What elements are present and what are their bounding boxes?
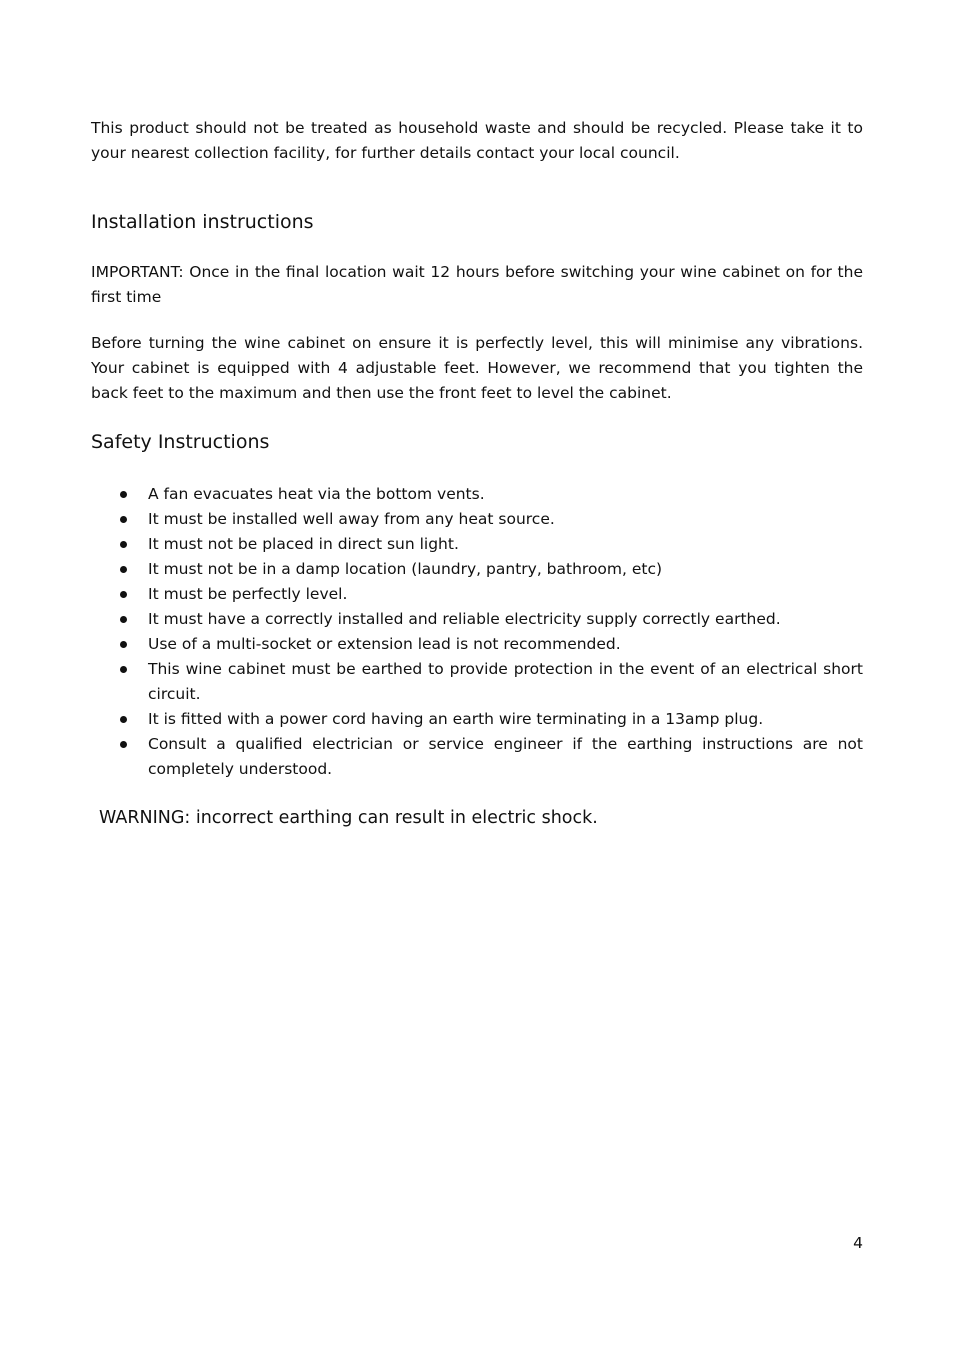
earthing-warning: WARNING: incorrect earthing can result in electric shock.	[99, 808, 598, 828]
bullet-icon	[120, 566, 127, 573]
bullet-icon	[120, 666, 127, 673]
bullet-icon	[120, 741, 127, 748]
list-item: It must be installed well away from any heat source.	[148, 507, 863, 532]
bullet-icon	[120, 591, 127, 598]
installation-heading: Installation instructions	[91, 211, 314, 233]
list-item: It is fitted with a power cord having an earth wire terminating in a 13amp plug.	[148, 707, 863, 732]
bullet-icon	[120, 641, 127, 648]
safety-list	[148, 482, 863, 782]
list-item: A fan evacuates heat via the bottom vents.	[148, 482, 863, 507]
list-item: It must be perfectly level.	[148, 582, 863, 607]
bullet-icon	[120, 616, 127, 623]
safety-heading: Safety Instructions	[91, 431, 270, 453]
bullet-icon	[120, 516, 127, 523]
page-number: 4	[853, 1234, 863, 1252]
list-item: It must not be placed in direct sun light.	[148, 532, 863, 557]
recycling-notice: This product should not be treated as household waste and should be recycled. Please take it to your nearest collection facility, for further details contact your local council.	[91, 119, 863, 162]
list-item: Use of a multi-socket or extension lead is not recommended.	[148, 632, 863, 657]
list-item: Consult a qualified electrician or service engineer if the earthing instructions are not completely understood.	[148, 732, 863, 782]
list-item: It must not be in a damp location (laundry, pantry, bathroom, etc)	[148, 557, 863, 582]
bullet-icon	[120, 541, 127, 548]
leveling-instructions: Before turning the wine cabinet on ensure it is perfectly level, this will minimise any vibrations. Your cabinet is equipped with 4 adjustable feet. However, we recommend that you tighten the back feet to the maximum and then use the front feet to level the cabinet.	[91, 334, 863, 402]
bullet-icon	[120, 716, 127, 723]
bullet-icon	[120, 491, 127, 498]
important-notice: IMPORTANT: Once in the final location wait 12 hours before switching your wine cabinet on for the first time	[91, 263, 863, 306]
list-item: This wine cabinet must be earthed to provide protection in the event of an electrical short circuit.	[148, 657, 863, 707]
list-item: It must have a correctly installed and reliable electricity supply correctly earthed.	[148, 607, 863, 632]
